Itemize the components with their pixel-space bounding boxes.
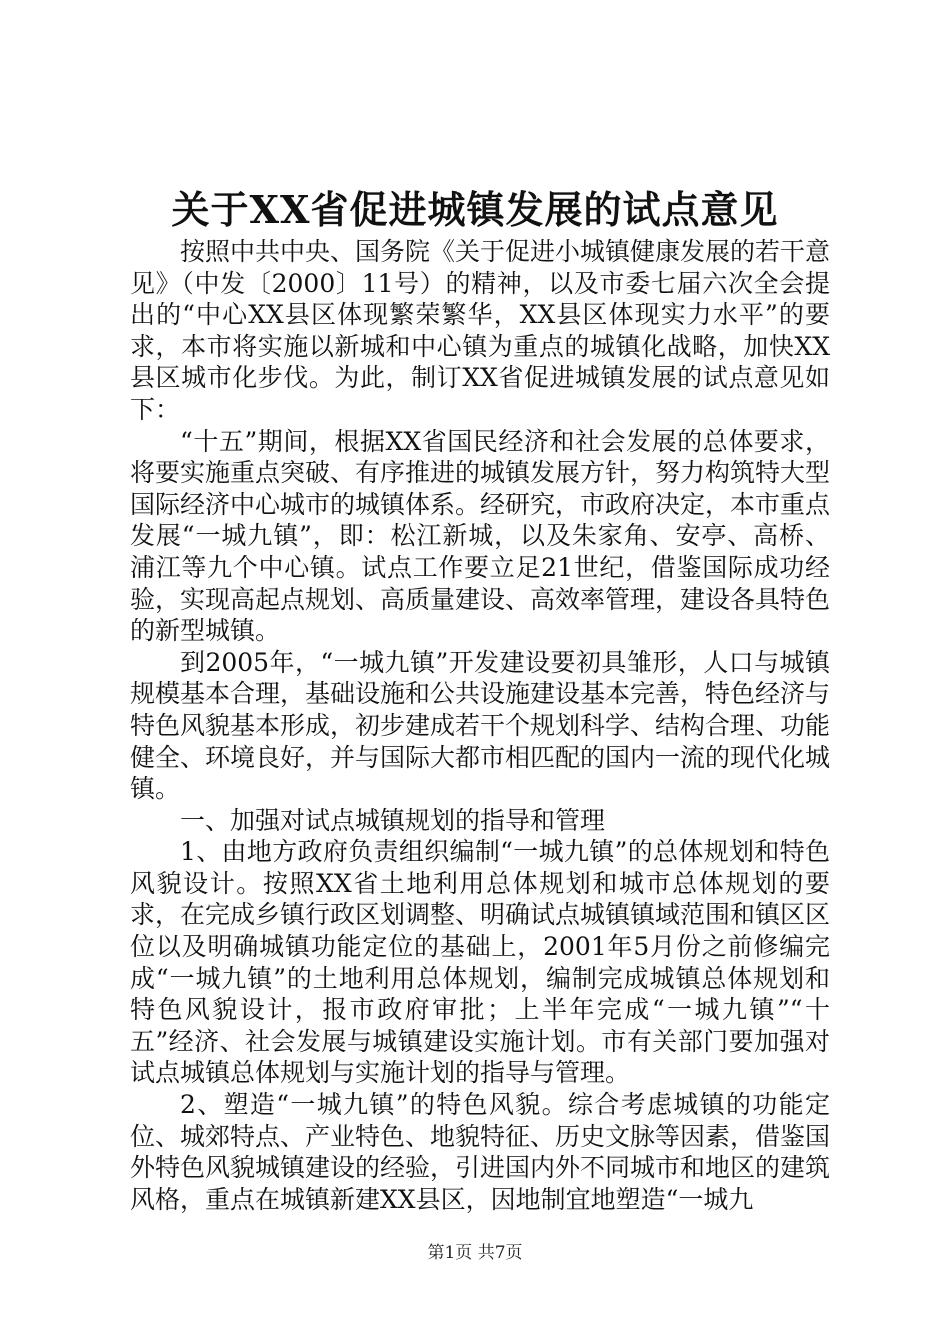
section-heading-planning: 一、加强对试点城镇规划的指导和管理 [180, 805, 606, 835]
paragraph-item-1: 1、由地方政府负责组织编制“一城九镇”的总体规划和特色风貌设计。按照XX省土地利用总体规划和城市总体规划的要求，在完成乡镇行政区划调整、明确试点城镇镇域范围和镇区区位以及明确城镇功能定位的基础上，2001年5月份之前修编完成“一城九镇”的土地利用总体规划，编制完成城镇总体规划和特色风貌设计，报市政府审批；上半年完成“一城九镇”“十五”经济、社会发展与城镇建设实施计划。市有关部门要加强对试点城镇总体规划与实施计划的指导与管理。 [130, 837, 831, 1088]
paragraph-2005-goals: 到2005年，“一城九镇”开发建设要初具雏形，人口与城镇规模基本合理，基础设施和公共设施建设基本完善，特色经济与特色风貌基本形成，初步建成若干个规划科学、结构合理、功能健全、环境良好，并与国际大都市相匹配的国内一流的现代化城镇。 [130, 647, 831, 804]
paragraph-fifteenth-plan: “十五”期间，根据XX省国民经济和社会发展的总体要求，将要实施重点突破、有序推进的城镇发展方针，努力构筑特大型国际经济中心城市的城镇体系。经研究，市政府决定，本市重点发展“一城九镇”，即：松江新城，以及朱家角、安亭、高桥、浦江等九个中心镇。试点工作要立足21世纪，借鉴国际成功经验，实现高起点规划、高质量建设、高效率管理，建设各具特色的新型城镇。 [130, 426, 831, 646]
document-title: 关于XX省促进城镇发展的试点意见 [171, 187, 779, 232]
page-footer: 第1页 共7页 [427, 1243, 523, 1263]
paragraph-intro: 按照中共中央、国务院《关于促进小城镇健康发展的若干意见》（中发〔2000〕11号）的精神，以及市委七届六次全会提出的“中心XX县区体现繁荣繁华，XX县区体现实力水平”的要求，本市将实施以新城和中心镇为重点的城镇化战略，加快XX县区城市化步伐。为此，制订XX省促进城镇发展的试点意见如下： [130, 237, 831, 424]
document-body [130, 236, 830, 1215]
paragraph-item-2: 2、塑造“一城九镇”的特色风貌。综合考虑城镇的功能定位、城郊特点、产业特色、地貌特征、历史文脉等因素，借鉴国外特色风貌城镇建设的经验，引进国内外不同城市和地区的建筑风格，重点在城镇新建XX县区，因地制宜地塑造“一城九 [130, 1090, 831, 1214]
